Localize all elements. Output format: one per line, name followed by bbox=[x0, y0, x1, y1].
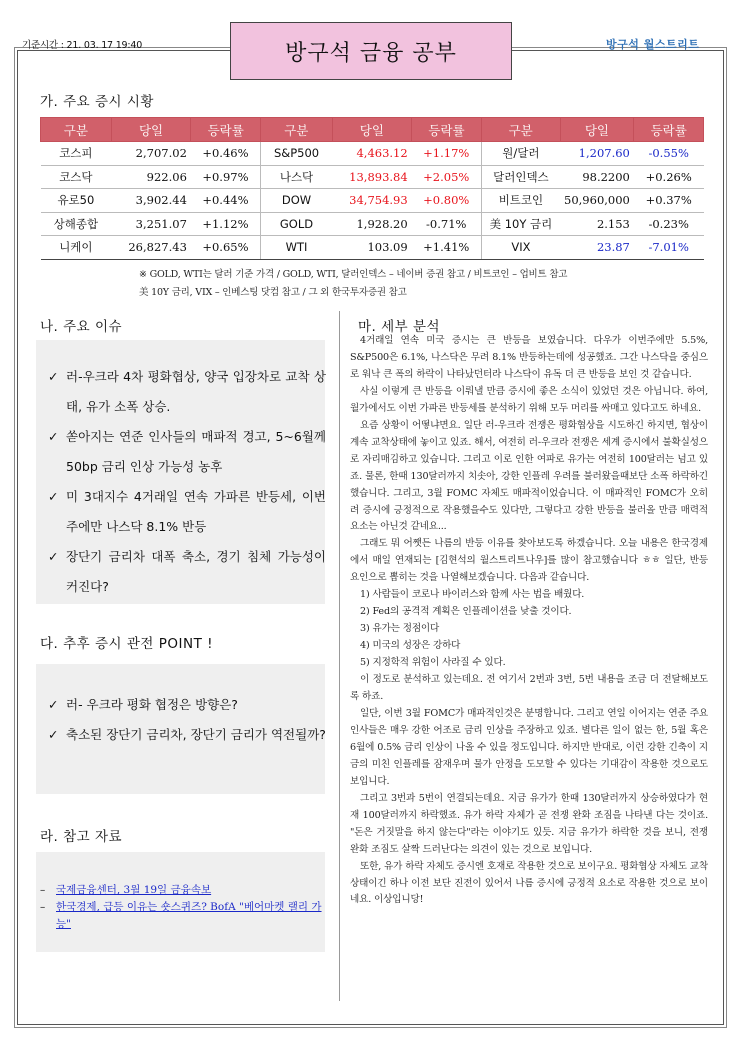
index-value: 1,928.20 bbox=[332, 212, 412, 236]
analysis-body bbox=[350, 333, 708, 909]
index-change: +0.80% bbox=[412, 189, 482, 213]
col-header: 등락률 bbox=[412, 118, 482, 142]
index-name: VIX bbox=[481, 236, 560, 260]
check-icon: ✓ bbox=[48, 369, 59, 384]
brand-logo: 방구석 월스트리트 bbox=[606, 38, 700, 51]
index-change: +0.65% bbox=[191, 236, 261, 260]
index-change: -0.71% bbox=[412, 212, 482, 236]
index-name: 美 10Y 금리 bbox=[481, 212, 560, 236]
index-name: 코스닥 bbox=[41, 165, 112, 189]
index-change: +1.12% bbox=[191, 212, 261, 236]
check-icon: ✓ bbox=[48, 697, 59, 712]
index-name: 나스닥 bbox=[261, 165, 333, 189]
table-row bbox=[41, 165, 704, 189]
col-header: 당일 bbox=[332, 118, 412, 142]
index-name: S&P500 bbox=[261, 142, 333, 166]
list-item: – 한국경제, 급등 이유는 숏스퀴즈? BofA "베어마켓 랠리 가능" bbox=[40, 899, 324, 933]
list-item: – 국제금융센터, 3월 19일 금융속보 bbox=[40, 882, 324, 899]
index-change: +0.44% bbox=[191, 189, 261, 213]
list-item: ✓ 축소된 장단기 금리차, 장단기 금리가 역전될까? bbox=[48, 720, 326, 750]
analysis-heading: 마. 세부 분석 bbox=[358, 319, 441, 335]
index-value: 2.153 bbox=[560, 212, 634, 236]
list-item: 1) 사람들이 코로나 바이러스와 함께 사는 법을 배웠다. bbox=[360, 589, 585, 601]
index-name: 코스피 bbox=[41, 142, 112, 166]
index-value: 922.06 bbox=[111, 165, 191, 189]
index-change: +0.26% bbox=[634, 165, 704, 189]
index-change: +2.05% bbox=[412, 165, 482, 189]
index-change: +1.17% bbox=[412, 142, 482, 166]
issues-list bbox=[48, 362, 326, 602]
reference-link-2[interactable]: 한국경제, 급등 이유는 숏스퀴즈? BofA "베어마켓 랠리 가능" bbox=[56, 901, 322, 930]
index-value: 1,207.60 bbox=[560, 142, 634, 166]
paragraph: 그래도 뭐 어쨋든 나름의 반등 이유를 찾아보도록 하겠습니다. 오늘 내용은 한국경제에서 매일 연재되는 [김현석의 월스트리트나우]를 많이 참고했습니다 ㅎㅎ 일단, 반등 요인으로 뽑히는 것을 나열해보겠습니다. 다음과 같습니다. bbox=[350, 538, 708, 584]
index-value: 103.09 bbox=[332, 236, 412, 260]
page-title: 방구석 금융 공부 bbox=[230, 22, 512, 80]
issues-heading: 나. 주요 이슈 bbox=[40, 319, 123, 335]
index-value: 26,827.43 bbox=[111, 236, 191, 260]
col-header: 등락률 bbox=[191, 118, 261, 142]
base-time: 기준시간 : 21. 03. 17 19:40 bbox=[22, 40, 143, 51]
index-name: 니케이 bbox=[41, 236, 112, 260]
col-header: 당일 bbox=[560, 118, 634, 142]
table-row bbox=[41, 142, 704, 166]
paragraph: 요즘 상황이 어떻냐면요. 일단 러-우크라 전쟁은 평화협상을 시도하긴 하지면, 협상이 계속 교착상태에 놓이고 있죠. 해서, 여전히 러-우크라 전쟁은 세계 증시에서 불확실성으로 자리매김하고 있습니다. 그리고 이로 인한 여파로 유가는 여전히 100달러는 넘고 있죠. 물론, 한때 130달러까지 치솟아, 강한 인플레 우려를 불러왔을때보단 소폭 하락하긴 했습니다. 그리고, 3월 FOMC 자체도 매파적이었습니다. 이 매파적인 FOMC가 오히려 증시에 긍정적으로 작용했을수도 있다만, 그렇다고 강한 반등을 불러올 만큼 매력적 요소는 아닌것 같네요... bbox=[350, 419, 708, 533]
index-value: 23.87 bbox=[560, 236, 634, 260]
list-item: 2) Fed의 공격적 계획은 인플레이션을 낮출 것이다. bbox=[360, 606, 572, 618]
list-item: ✓ 러- 우크라 평화 협정은 방향은? bbox=[48, 690, 326, 720]
check-icon: ✓ bbox=[48, 549, 59, 564]
col-header: 구분 bbox=[41, 118, 112, 142]
market-heading: 가. 주요 증시 시황 bbox=[40, 94, 154, 110]
index-change: +0.97% bbox=[191, 165, 261, 189]
list-item: 4) 미국의 성장은 강하다 bbox=[360, 640, 461, 652]
market-note-2: 美 10Y 금리, VIX – 인베스팅 닷컴 참고 / 그 외 한국투자증권 참고 bbox=[139, 287, 407, 298]
index-value: 2,707.02 bbox=[111, 142, 191, 166]
index-change: -0.23% bbox=[634, 212, 704, 236]
index-value: 50,960,000 bbox=[560, 189, 634, 213]
market-header-row bbox=[41, 118, 704, 142]
references-list bbox=[40, 882, 324, 933]
index-change: +1.41% bbox=[412, 236, 482, 260]
index-name: 달러인덱스 bbox=[481, 165, 560, 189]
paragraph: 사실 이렇게 큰 반등을 이뤄낼 만큼 증시에 좋은 소식이 있었던 것은 아닙니다. 하여, 월가에서도 이번 가파른 반등세를 분석하기 위해 모두 머리를 싸매고 있다고도 하네요. bbox=[350, 385, 708, 414]
references-heading: 라. 참고 자료 bbox=[40, 829, 123, 845]
col-header: 구분 bbox=[261, 118, 333, 142]
index-value: 34,754.93 bbox=[332, 189, 412, 213]
index-name: GOLD bbox=[261, 212, 333, 236]
index-name: WTI bbox=[261, 236, 333, 260]
check-icon: ✓ bbox=[48, 429, 59, 444]
index-name: 비트코인 bbox=[481, 189, 560, 213]
reference-link-1[interactable]: 국제금융센터, 3월 19일 금융속보 bbox=[56, 884, 212, 896]
list-item: ✓ 러-우크라 4차 평화협상, 양국 입장차로 교착 상태, 유가 소폭 상승. bbox=[48, 362, 326, 422]
index-name: 유로50 bbox=[41, 189, 112, 213]
index-name: 상해종합 bbox=[41, 212, 112, 236]
index-value: 98.2200 bbox=[560, 165, 634, 189]
points-heading: 다. 추후 증시 관전 POINT ! bbox=[40, 636, 214, 652]
index-change: +0.37% bbox=[634, 189, 704, 213]
check-icon: ✓ bbox=[48, 489, 59, 504]
list-item: ✓ 쏟아지는 연준 인사들의 매파적 경고, 5~6월께 50bp 금리 인상 가능성 농후 bbox=[48, 422, 326, 482]
list-item: ✓ 미 3대지수 4거래일 연속 가파른 반등세, 이번주에만 나스닥 8.1% 반등 bbox=[48, 482, 326, 542]
paragraph: 이 정도로 분석하고 있는데요. 전 여기서 2번과 3번, 5번 내용을 조금 더 전달해보도록 하죠. bbox=[350, 674, 708, 703]
index-value: 3,902.44 bbox=[111, 189, 191, 213]
index-change: -7.01% bbox=[634, 236, 704, 260]
market-note-1: ※ GOLD, WTI는 달러 기준 가격 / GOLD, WTI, 달러인덱스 – 네이버 증권 참고 / 비트코인 – 업비트 참고 bbox=[139, 269, 568, 280]
index-name: DOW bbox=[261, 189, 333, 213]
points-list bbox=[48, 690, 326, 750]
index-value: 4,463.12 bbox=[332, 142, 412, 166]
index-change: +0.46% bbox=[191, 142, 261, 166]
paragraph: 4거래일 연속 미국 증시는 큰 반등을 보였습니다. 다우가 이번주에만 5.5%, S&P500은 6.1%, 나스닥은 무려 8.1% 반등하는데에 성공했죠. 그간 나스닥을 중심으로 워낙 큰 폭의 하락이 나타났던터라 나스닥이 유독 더 큰 반등을 보인 것 같습니다. bbox=[350, 335, 708, 380]
column-divider bbox=[339, 311, 340, 1001]
paragraph: 또한, 유가 하락 자체도 증시엔 호재로 작용한 것으로 보이구요. 평화협상 자체도 교착상태이긴 하나 이전 보단 진전이 있어서 나름 증시에 긍정적 요소로 작용한 것으로 보이네요. 이상입니당! bbox=[350, 860, 708, 906]
paragraph: 일단, 이번 3월 FOMC가 매파적인것은 분명합니다. 그리고 연일 이어지는 연준 주요 인사들은 매우 강한 어조로 금리 인상을 주장하고 있죠. 별다른 일이 없는 한, 5월 혹은 6월에 0.5% 금리 인상이 나올 수 있을 정도입니다. 하지만 반대로, 이런 강한 긴축이 지금의 미친 인플레를 잠재우며 물가 안정을 도모할 수 있다는 기대감이 작용한 것으로도 보입니다. bbox=[350, 707, 708, 787]
paragraph: 그리고 3번과 5번이 연결되는데요. 지금 유가가 한때 130달러까지 상승하였다가 현재 100달러까지 하락했죠. 유가 하락 자체가 곧 전쟁 완화 조짐을 나타낸 다는 것이죠. "돈은 거짓말을 하지 않는다"라는 이야기도 있듯. 지금 유가가 하락한 것을 보니, 전쟁 완화 조짐도 살짝 드러난다는 의견이 있는 것으로 보입니다. bbox=[350, 792, 708, 855]
col-header: 구분 bbox=[481, 118, 560, 142]
table-row bbox=[41, 212, 704, 236]
list-item: 3) 유가는 정점이다 bbox=[360, 623, 440, 635]
col-header: 당일 bbox=[111, 118, 191, 142]
market-table bbox=[40, 117, 704, 260]
table-row bbox=[41, 189, 704, 213]
index-value: 3,251.07 bbox=[111, 212, 191, 236]
list-item: 5) 지정학적 위험이 사라질 수 있다. bbox=[360, 657, 506, 669]
index-change: -0.55% bbox=[634, 142, 704, 166]
index-value: 13,893.84 bbox=[332, 165, 412, 189]
col-header: 등락률 bbox=[634, 118, 704, 142]
table-row bbox=[41, 236, 704, 260]
index-name: 원/달러 bbox=[481, 142, 560, 166]
list-item: ✓ 장단기 금리차 대폭 축소, 경기 침체 가능성이 커진다? bbox=[48, 542, 326, 602]
check-icon: ✓ bbox=[48, 727, 59, 742]
